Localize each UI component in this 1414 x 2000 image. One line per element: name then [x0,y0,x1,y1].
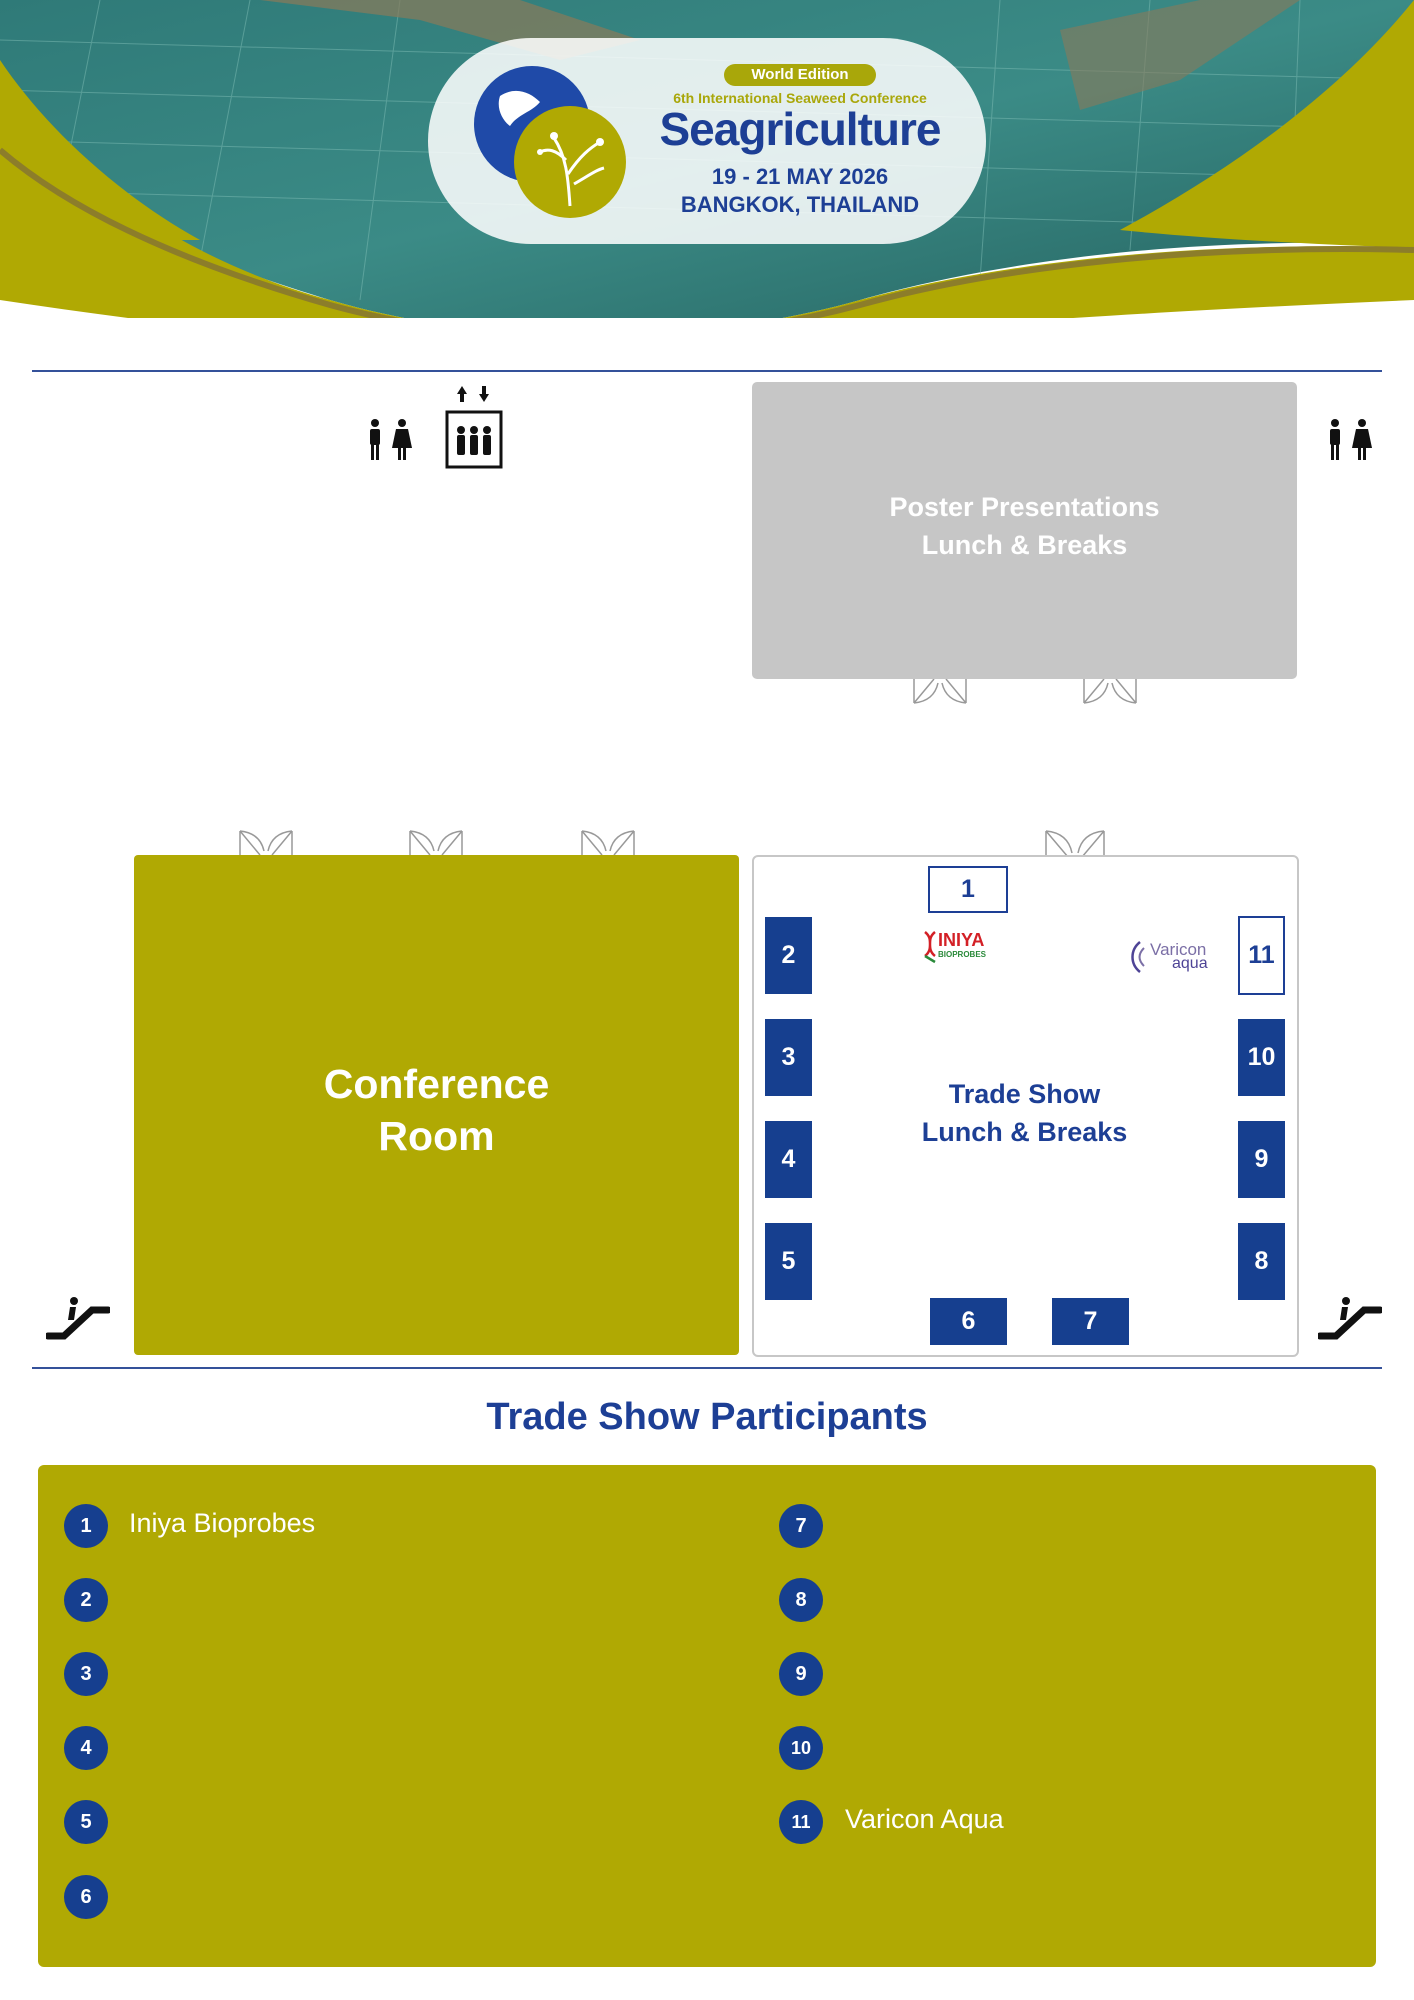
participant-number-7: 7 [779,1504,823,1548]
booth-4[interactable]: 4 [765,1121,812,1198]
participant-number-3: 3 [64,1652,108,1696]
booth-7[interactable]: 7 [1052,1298,1129,1345]
door-icon [580,829,636,855]
participant-name-11: Varicon Aqua [845,1804,1004,1834]
door-icon [1082,679,1138,705]
participant-number-9: 9 [779,1652,823,1696]
booth-6[interactable]: 6 [930,1298,1007,1345]
door-icon [912,679,968,705]
door-icon [1044,829,1106,857]
top-divider [32,370,1382,372]
varicon-mark-icon [1128,940,1148,974]
conference-room-label [134,1058,739,1162]
varicon-logo-text: Varicon [1150,940,1207,959]
participant-number-1: 1 [64,1504,108,1548]
booth-1[interactable]: 1 [928,866,1008,913]
elevator-icon [444,384,504,470]
trade-show-line-2: Lunch & Breaks [921,1117,1128,1147]
event-location: BANGKOK, THAILAND [680,192,920,217]
participant-number-8: 8 [779,1578,823,1622]
participant-number-6: 6 [64,1875,108,1919]
booth-10[interactable]: 10 [1238,1019,1285,1096]
booth-3[interactable]: 3 [765,1019,812,1096]
poster-room-label [752,488,1297,564]
trade-show-line-1: Trade Show [948,1079,1101,1109]
participant-name-1: Iniya Bioprobes [129,1508,316,1538]
escalator-icon-right [1318,1296,1382,1340]
escalator-icon [46,1296,110,1340]
conference-room-line-2: Room [378,1113,495,1159]
iniya-logo-text: INIYA [938,930,985,950]
event-dates: 19 - 21 MAY 2026 [711,164,889,189]
booth-8[interactable]: 8 [1238,1223,1285,1300]
edition-badge: World Edition [724,64,876,86]
booth-2[interactable]: 2 [765,917,812,994]
booth-11[interactable]: 11 [1238,916,1285,995]
booth-9[interactable]: 9 [1238,1121,1285,1198]
iniya-logo-sub: BIOPROBES [938,950,987,959]
participants-heading: Trade Show Participants [486,1396,928,1438]
participant-number-11: 11 [779,1800,823,1844]
door-icon [408,829,464,855]
poster-room-line-1: Poster Presentations [889,492,1160,522]
booth-5[interactable]: 5 [765,1223,812,1300]
conference-room-line-1: Conference [323,1061,550,1107]
conference-subtitle: 6th International Seaweed Conference [673,90,927,106]
globe-logo-icon [470,56,660,226]
restroom-icon [364,418,414,462]
bottom-divider [32,1367,1382,1369]
door-icon [238,829,294,855]
participant-number-5: 5 [64,1800,108,1844]
participant-number-10: 10 [779,1726,823,1770]
varicon-logo-sub: aqua [1172,955,1208,972]
participant-number-4: 4 [64,1726,108,1770]
participant-number-2: 2 [64,1578,108,1622]
brand-title: Seagriculture [659,103,941,155]
restroom-icon-right [1324,418,1374,462]
iniya-dna-icon [922,930,938,964]
trade-show-label [752,1075,1297,1151]
participants-panel [38,1465,1376,1967]
poster-room-line-2: Lunch & Breaks [921,530,1128,560]
